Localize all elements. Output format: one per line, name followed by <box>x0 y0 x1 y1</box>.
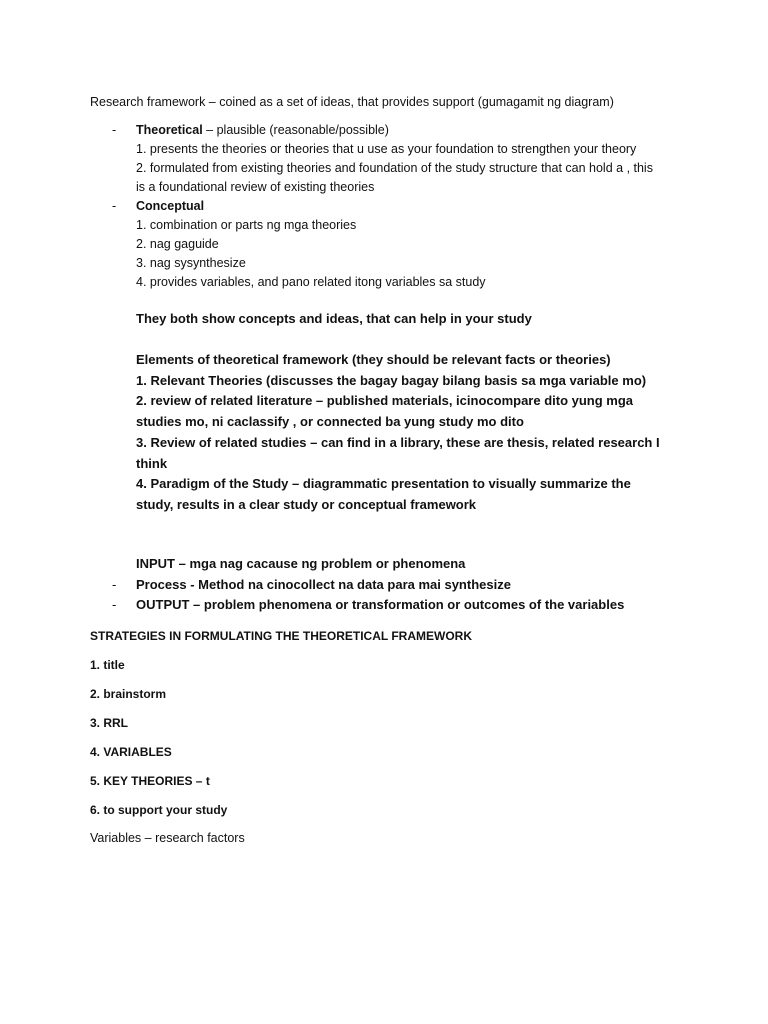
process-text: Process - Method na cinocollect na data para mai synthesize <box>136 576 511 592</box>
both-statement: They both show concepts and ideas, that can help in your study <box>136 311 532 326</box>
conceptual-item <box>112 197 682 292</box>
output-text: OUTPUT – problem phenomena or transformation or outcomes of the variables <box>136 597 625 613</box>
conceptual-line: 3. nag sysynthesize <box>136 256 246 270</box>
strategy-item: 1. title <box>90 658 125 672</box>
conceptual-line: 4. provides variables, and pano related itong variables sa study <box>136 275 486 289</box>
output-row <box>112 595 682 616</box>
conceptual-line: 1. combination or parts ng mga theories <box>136 218 357 232</box>
theoretical-line: is a foundational review of existing theories <box>136 180 375 194</box>
conceptual-term: Conceptual <box>136 199 205 213</box>
conceptual-line: 2. nag gaguide <box>136 237 219 251</box>
bullet-dash: - <box>112 199 117 213</box>
intro-line: Research framework – coined as a set of ideas, that provides support (gumagamit ng diagram) <box>90 95 614 109</box>
variables-note: Variables – research factors <box>90 831 245 845</box>
theoretical-definition: – plausible (reasonable/possible) <box>202 123 389 137</box>
input-row <box>112 554 682 575</box>
elements-line: 2. review of related literature – published materials, icinocompare dito yung mga <box>136 393 634 409</box>
strategy-item: 5. KEY THEORIES – t <box>90 774 210 788</box>
elements-line: 3. Review of related studies – can find in a library, these are thesis, related research I <box>136 434 660 450</box>
ipo-section <box>112 554 682 616</box>
strategy-item: 2. brainstorm <box>90 687 167 701</box>
elements-line: 4. Paradigm of the Study – diagrammatic presentation to visually summarize the <box>136 476 631 492</box>
bullet-dash: - <box>112 597 117 613</box>
strategy-item: 3. RRL <box>90 716 129 730</box>
elements-line: studies mo, ni caclassify , or connected ba yung study mo dito <box>136 414 524 430</box>
theoretical-line: 2. formulated from existing theories and foundation of the study structure that can hold a , this <box>136 161 653 175</box>
elements-line: study, results in a clear study or conceptual framework <box>136 496 477 512</box>
bullet-dash: - <box>112 123 117 137</box>
bullet-dash: - <box>112 576 117 592</box>
input-text: INPUT – mga nag cacause ng problem or phenomena <box>136 556 466 571</box>
elements-line: 1. Relevant Theories (discusses the bagay bagay bilang basis sa mga variable mo) <box>136 372 647 388</box>
theoretical-line: 1. presents the theories or theories that u use as your foundation to strengthen your theory <box>136 142 637 156</box>
elements-heading: Elements of theoretical framework (they should be relevant facts or theories) <box>136 352 611 367</box>
theoretical-item <box>112 121 682 197</box>
strategies-heading: STRATEGIES IN FORMULATING THE THEORETICAL FRAMEWORK <box>90 629 472 643</box>
theoretical-term: Theoretical <box>136 123 203 137</box>
elements-section <box>136 350 681 516</box>
strategy-item: 6. to support your study <box>90 803 228 817</box>
theoretical-heading <box>136 121 682 140</box>
framework-bullets <box>112 121 682 292</box>
elements-line: think <box>136 455 168 471</box>
process-row <box>112 575 682 596</box>
strategy-item: 4. VARIABLES <box>90 745 172 759</box>
